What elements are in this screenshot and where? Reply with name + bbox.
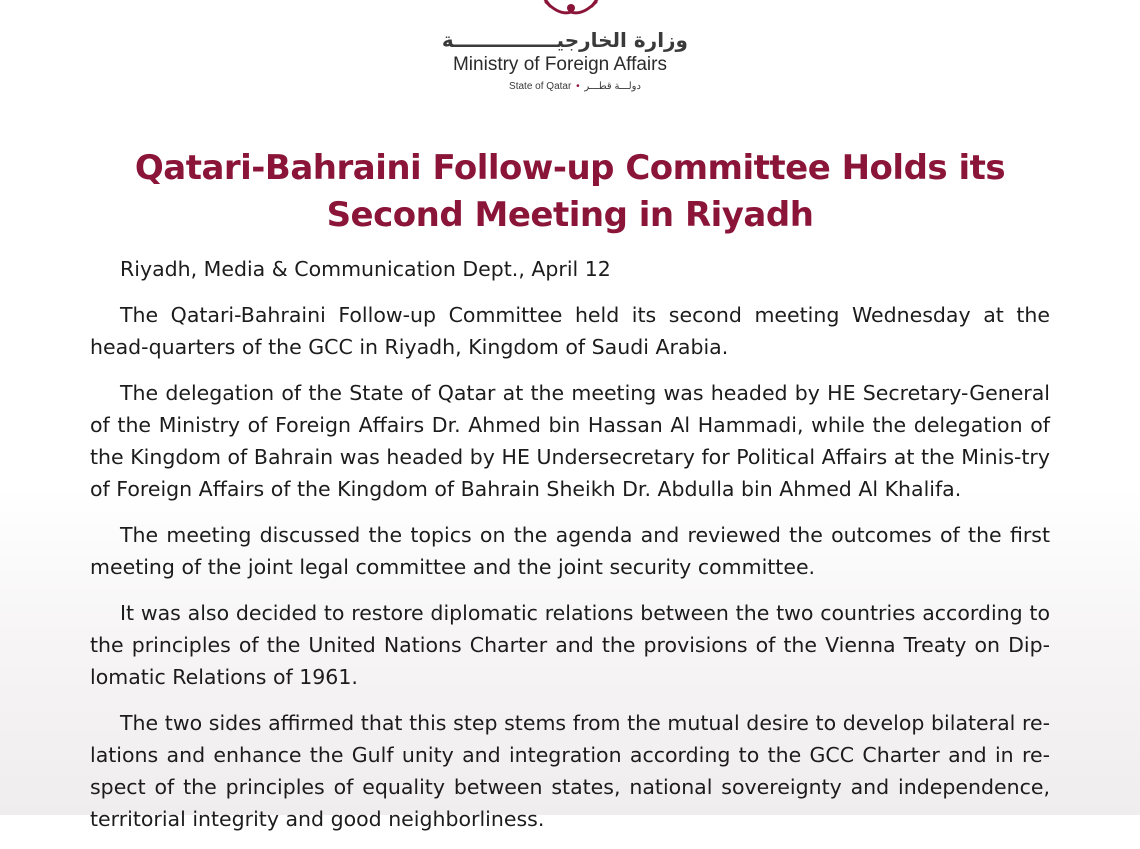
- separator-dot-icon: •: [576, 81, 580, 92]
- article-paragraph: The delegation of the State of Qatar at the meeting was headed by HE Secretary-General of the Ministry of Foreign Affairs Dr. Ahmed bin Hassan Al Hammadi, while the delegation of the Kingdom of Bahrain was headed by HE Undersecretary for Political Affairs at the Minis-try of Foreign Affairs of the Kingdom of Bahrain Sheikh Dr. Abdulla bin Ahmed Al Khalifa.: [90, 381, 1050, 501]
- article-paragraph: It was also decided to restore diplomatic relations between the two countries according to the principles of the United Nations Charter and the provisions of the Vienna Treaty on Dip-lomatic Relations of 1961.: [90, 601, 1050, 689]
- letterhead: [0, 0, 1140, 100]
- article-paragraph: The two sides affirmed that this step stems from the mutual desire to develop bilateral re-lations and enhance the Gulf unity and integration according to the GCC Charter and in re-spect of the principles of equality between states, national sovereignty and independence, territorial integrity and good neighborliness.: [90, 711, 1050, 831]
- ministry-english-name: Ministry of Foreign Affairs: [452, 54, 667, 75]
- article-paragraph: The Qatari-Bahraini Follow-up Committee held its second meeting Wednesday at the head-quarters of the GCC in Riyadh, Kingdom of Saudi Arabia.: [90, 303, 1050, 359]
- article-dateline: Riyadh, Media & Communication Dept., April 12: [120, 257, 611, 281]
- article-body: [90, 253, 1050, 849]
- crossed-swords-emblem-icon: [538, 0, 604, 24]
- article-paragraph: The meeting discussed the topics on the agenda and reviewed the outcomes of the first meeting of the joint legal committee and the joint security committee.: [90, 523, 1050, 579]
- state-line: [490, 81, 660, 92]
- state-english: State of Qatar: [509, 81, 572, 92]
- article-title: Qatari-Bahraini Follow-up Committee Holds its Second Meeting in Riyadh: [134, 147, 1006, 235]
- ministry-arabic-name: وزارة الخارجيـــــــــــــــة: [441, 28, 688, 52]
- state-arabic: دولـــة قطـــر: [584, 81, 641, 92]
